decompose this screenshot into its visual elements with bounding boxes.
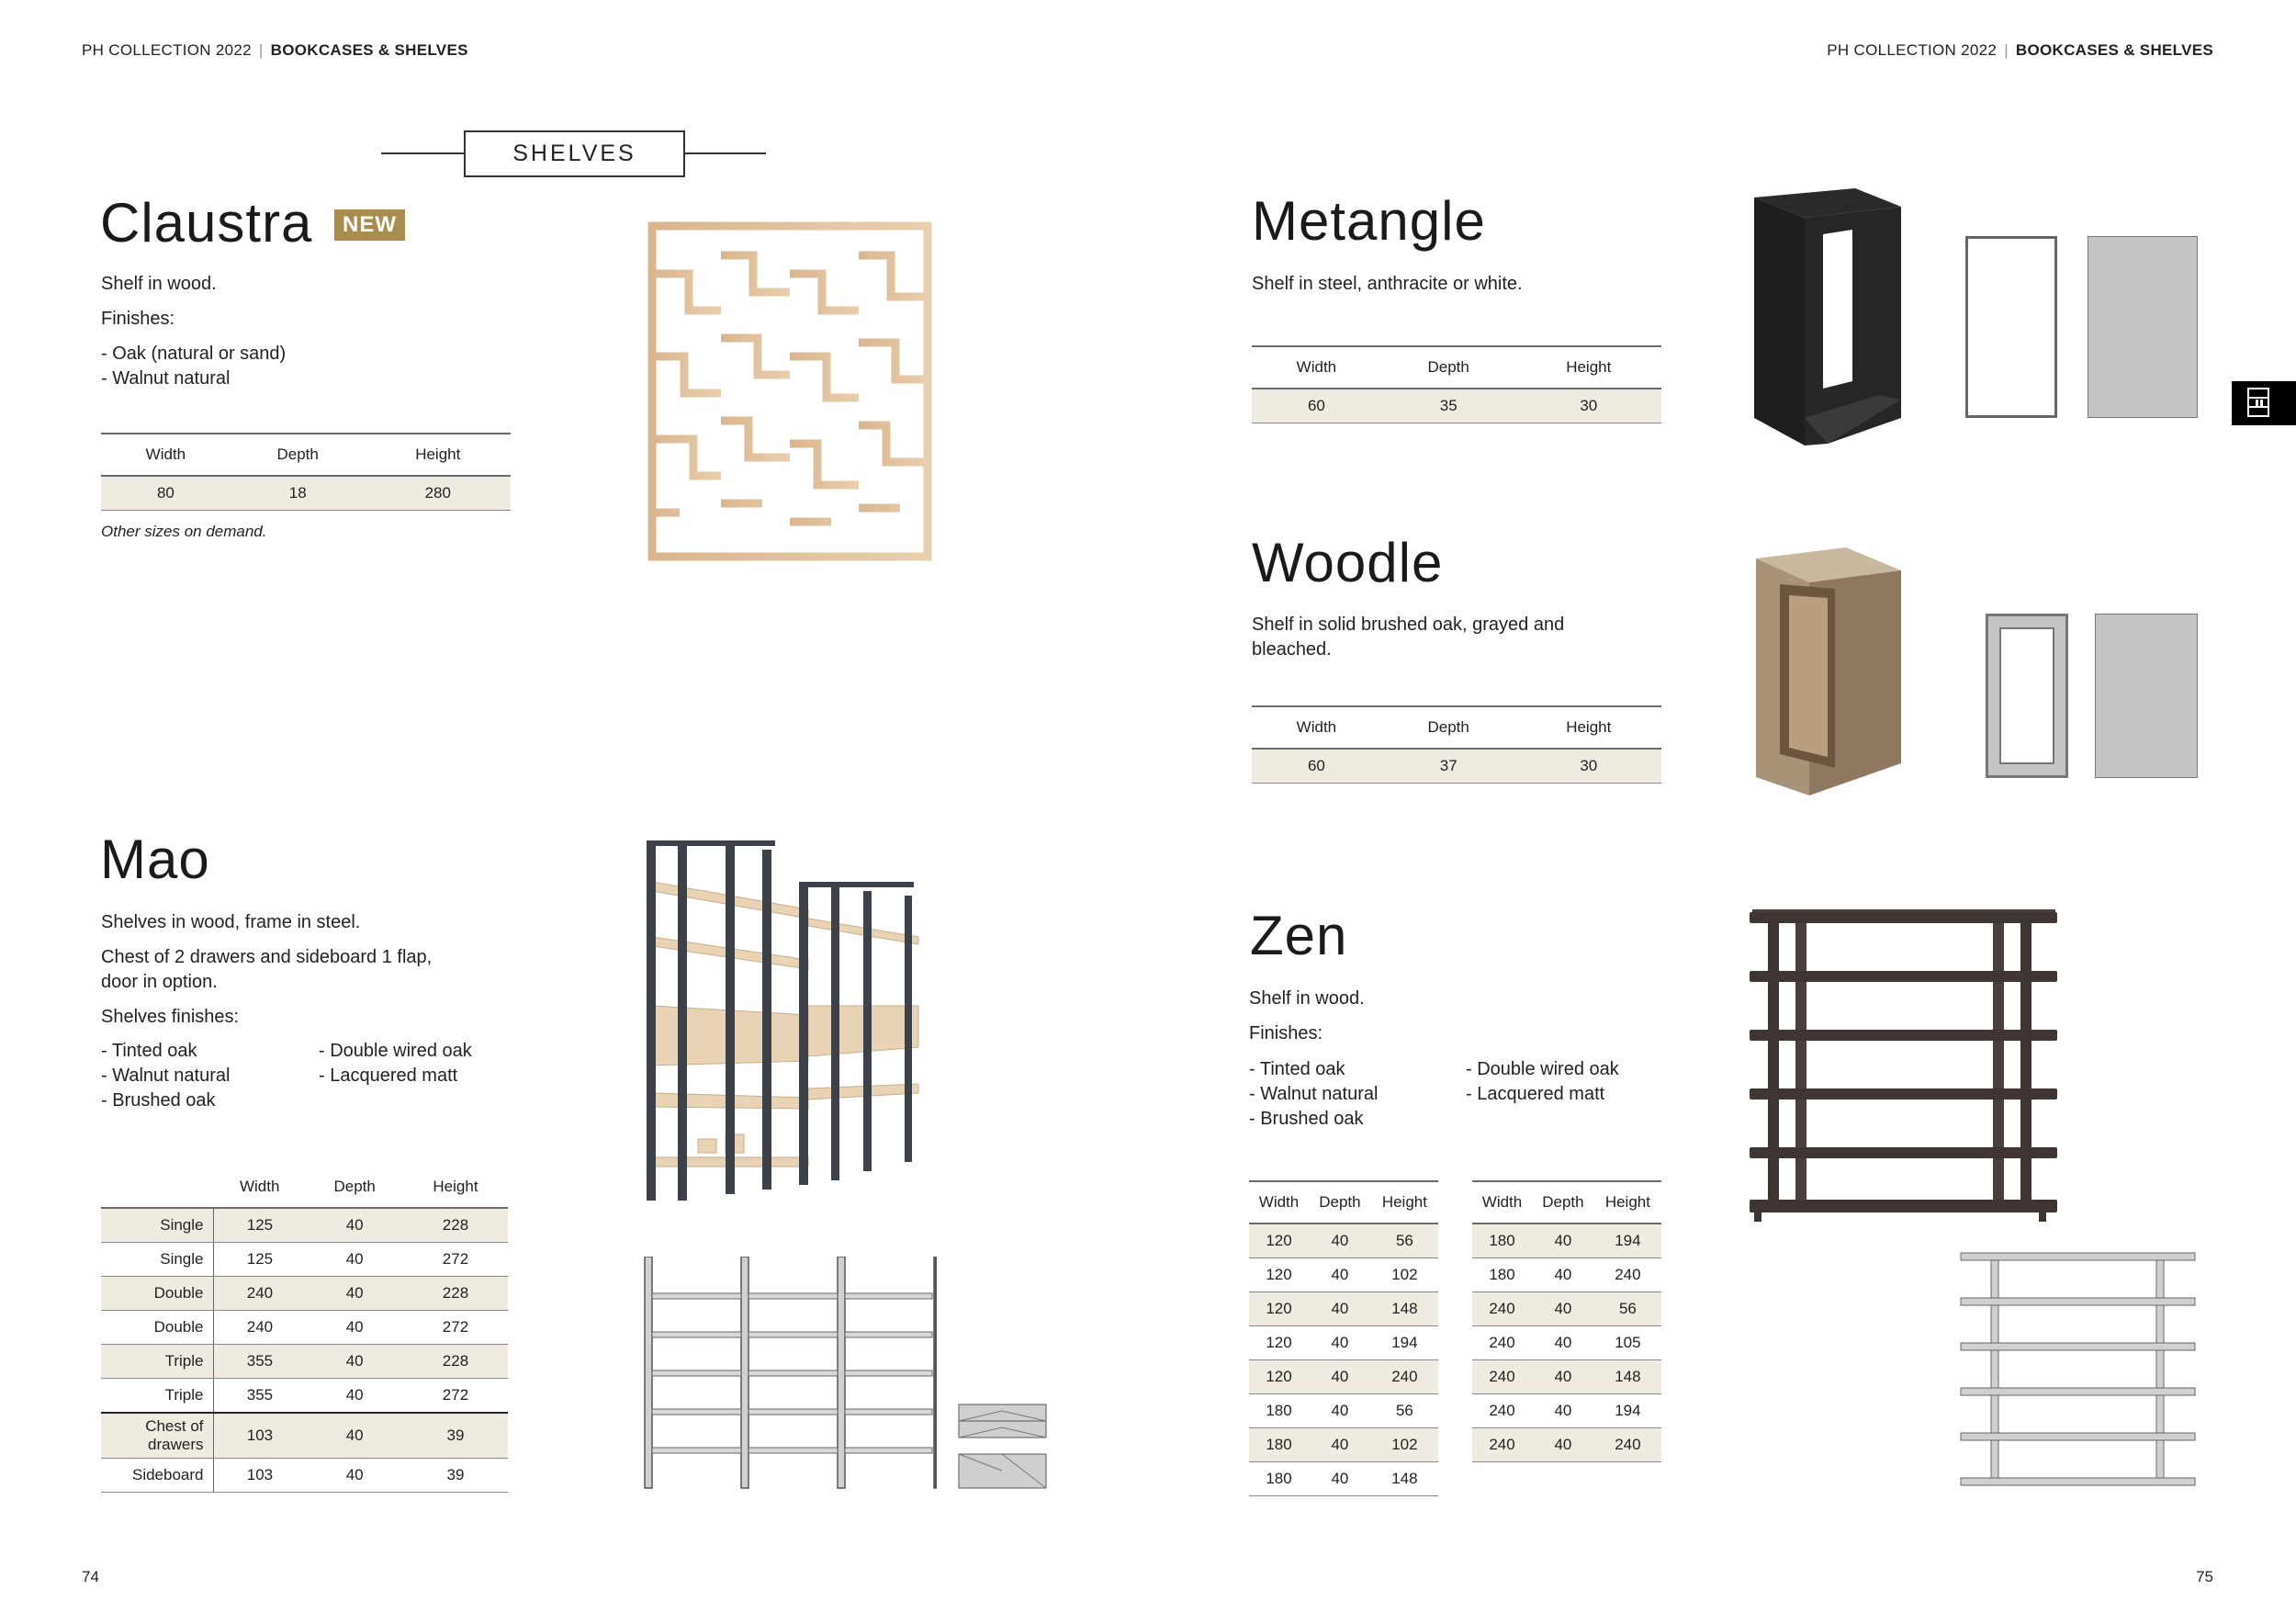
section-rule-left bbox=[381, 152, 464, 154]
header-collection: PH COLLECTION 2022 bbox=[82, 41, 252, 59]
mao-title: Mao bbox=[100, 829, 210, 890]
table-row: 180 40 240 bbox=[1472, 1258, 1661, 1292]
new-badge: NEW bbox=[334, 209, 405, 241]
table-row: Single 125 40 228 bbox=[101, 1208, 508, 1243]
header-section: BOOKCASES & SHELVES bbox=[2015, 41, 2213, 59]
table-row: 120 40 102 bbox=[1249, 1258, 1438, 1292]
table-row: 180 40 194 bbox=[1472, 1224, 1661, 1258]
table-row: Single 125 40 272 bbox=[101, 1243, 508, 1277]
table-row: 120 40 56 bbox=[1249, 1224, 1438, 1258]
woodle-spec-table: Width Depth Height 60 37 30 bbox=[1252, 705, 1661, 784]
header-left: PH COLLECTION 2022 | BOOKCASES & SHELVES bbox=[82, 41, 468, 59]
table-row: Sideboard 103 40 39 bbox=[101, 1459, 508, 1493]
mao-finishes-right: - Double wired oak - Lacquered matt bbox=[319, 1041, 472, 1086]
section-rule-right bbox=[683, 152, 766, 154]
bookcase-tab[interactable] bbox=[2232, 381, 2296, 425]
table-row: Double 240 40 272 bbox=[101, 1311, 508, 1345]
claustra-spec-table: Width Depth Height 80 18 280 bbox=[101, 433, 511, 511]
header-collection: PH COLLECTION 2022 bbox=[1827, 41, 1998, 59]
metangle-image bbox=[1750, 188, 1906, 447]
mao-description: Shelves in wood, frame in steel. Chest of 2 drawers and sideboard 1 flap, door in option. Shelves finishes: bbox=[101, 912, 433, 1027]
zen-finishes-left: - Tinted oak - Walnut natural - Brushed oak bbox=[1249, 1059, 1379, 1129]
metangle-description: Shelf in steel, anthracite or white. bbox=[1252, 274, 1523, 294]
table-row: Triple 355 40 228 bbox=[101, 1345, 508, 1379]
table-row: 120 40 194 bbox=[1249, 1326, 1438, 1360]
woodle-front-drawing bbox=[1986, 614, 2068, 778]
woodle-side-drawing bbox=[2095, 614, 2198, 778]
table-row: Chest of drawers 103 40 39 bbox=[101, 1413, 508, 1459]
claustra-description: Shelf in wood. Finishes: - Oak (natural or sand) - Walnut natural bbox=[101, 274, 287, 389]
chest-drawing bbox=[958, 1404, 1050, 1491]
mao-image bbox=[643, 840, 937, 1201]
mao-elevation-drawing bbox=[643, 1257, 937, 1491]
table-row: 180 40 148 bbox=[1249, 1462, 1438, 1496]
table-row: 240 40 240 bbox=[1472, 1428, 1661, 1462]
table-row: 240 40 56 bbox=[1472, 1292, 1661, 1326]
zen-spec-table-1: Width Depth Height 120 40 56 120 40 102 120 40 148 120 40 194 120 40 240 180 40 56 180 40 102 180 40 148 bbox=[1249, 1180, 1438, 1496]
page-number-right: 75 bbox=[2196, 1568, 2213, 1585]
claustra-title: Claustra bbox=[100, 192, 313, 254]
zen-description: Shelf in wood. Finishes: bbox=[1249, 988, 1365, 1043]
zen-elevation-drawing bbox=[1959, 1251, 2198, 1488]
mao-finishes-left: - Tinted oak - Walnut natural - Brushed oak bbox=[101, 1041, 231, 1111]
table-row: 120 40 148 bbox=[1249, 1292, 1438, 1326]
metangle-front-drawing bbox=[1965, 236, 2057, 418]
zen-spec-table-2: Width Depth Height 180 40 194 180 40 240 240 40 56 240 40 105 240 40 148 240 40 194 240 40 240 bbox=[1472, 1180, 1661, 1462]
woodle-image bbox=[1754, 547, 1901, 797]
page-number-left: 74 bbox=[82, 1568, 99, 1585]
table-row: 180 40 56 bbox=[1249, 1394, 1438, 1428]
header-right: PH COLLECTION 2022 | BOOKCASES & SHELVES bbox=[1827, 41, 2213, 59]
woodle-description: Shelf in solid brushed oak, grayed and bleached. bbox=[1252, 615, 1565, 660]
header-section: BOOKCASES & SHELVES bbox=[270, 41, 468, 59]
table-row: Double 240 40 228 bbox=[101, 1277, 508, 1311]
table-row: 180 40 102 bbox=[1249, 1428, 1438, 1462]
table-row: 240 40 148 bbox=[1472, 1360, 1661, 1394]
claustra-note: Other sizes on demand. bbox=[101, 523, 267, 540]
bookcase-tab-icon bbox=[2232, 381, 2296, 425]
metangle-side-drawing bbox=[2088, 236, 2198, 418]
table-row: 240 40 105 bbox=[1472, 1326, 1661, 1360]
table-row: 240 40 194 bbox=[1472, 1394, 1661, 1428]
table-row: Triple 355 40 272 bbox=[101, 1379, 508, 1414]
woodle-title: Woodle bbox=[1252, 532, 1444, 593]
table-row: 120 40 240 bbox=[1249, 1360, 1438, 1394]
section-label: SHELVES bbox=[464, 130, 685, 177]
metangle-spec-table: Width Depth Height 60 35 30 bbox=[1252, 345, 1661, 423]
zen-finishes-right: - Double wired oak - Lacquered matt bbox=[1466, 1059, 1619, 1104]
claustra-image bbox=[643, 219, 937, 568]
metangle-title: Metangle bbox=[1252, 190, 1486, 252]
zen-title: Zen bbox=[1250, 905, 1348, 966]
zen-image bbox=[1745, 909, 2057, 1231]
mao-spec-table: Width Depth Height Single 125 40 228 Single 125 40 272 Double 240 40 228 Double 240 40 272 Triple 355 40 228 Triple 355 40 272 Chest of drawers 103 40 39 Sideboard 103 40 39 bbox=[101, 1167, 508, 1493]
